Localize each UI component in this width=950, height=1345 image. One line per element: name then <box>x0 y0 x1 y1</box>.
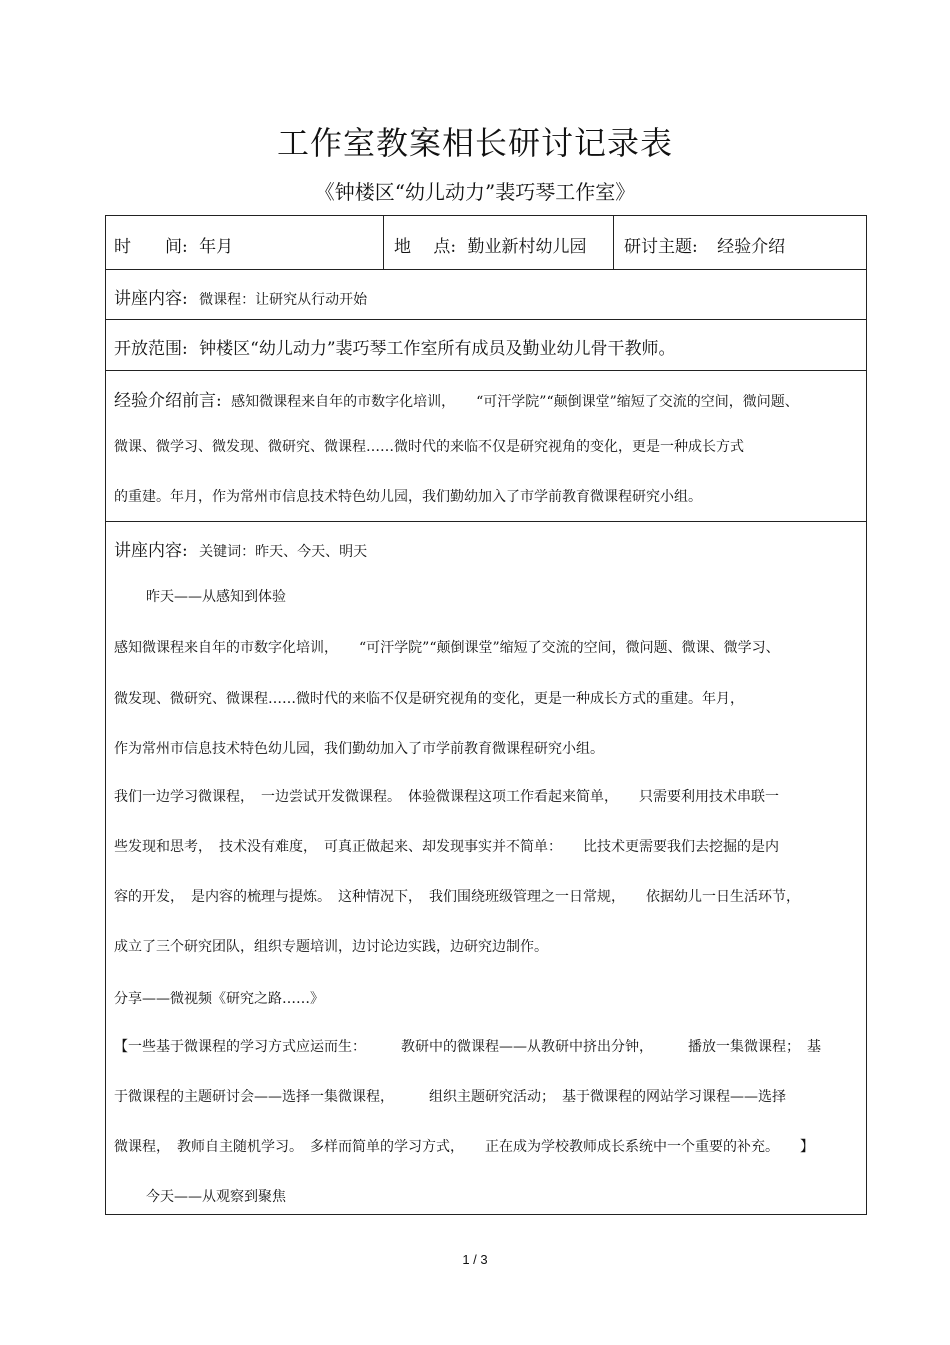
preface-line-1 <box>114 386 799 411</box>
paragraph-line: 微发现、微研究、微课程……微时代的来临不仅是研究视角的变化，更是一种成长方式的重建。年月， <box>114 691 744 707</box>
section-heading-yesterday: 昨天——从感知到体验 <box>146 589 286 605</box>
scope-label: 开放范围: <box>114 339 188 359</box>
time-label: 时 间: <box>114 237 188 257</box>
paragraph-line: 我们一边学习微课程， 一边尝试开发微课程。 体验微课程这项工作看起来简单， 只需要利用技术串联一 <box>114 789 779 805</box>
lecture-content-label: 讲座内容: <box>114 541 188 561</box>
paragraph-line: 感知微课程来自年的市数字化培训， “可汗学院”“颠倒课堂”缩短了交流的空间，微问题、微课、微学习、 <box>114 640 780 656</box>
time-cell <box>114 232 233 257</box>
scope-value: 钟楼区“幼儿动力”裴巧琴工作室所有成员及勤业幼儿骨干教师。 <box>199 339 676 359</box>
lecture-title-value: 微课程：让研究从行动开始 <box>199 292 368 308</box>
column-divider <box>383 216 384 269</box>
paragraph-line: 容的开发， 是内容的梳理与提炼。 这种情况下， 我们围绕班级管理之一日常规， 依据幼儿一日生活环节， <box>114 889 800 905</box>
record-table <box>105 215 867 1215</box>
page-title: 工作室教案相长研讨记录表 <box>276 124 673 162</box>
paragraph-line: 作为常州市信息技术特色幼儿园，我们勤幼加入了市学前教育微课程研究小组。 <box>114 741 604 757</box>
time-value: 年月 <box>199 237 234 257</box>
preface-label: 经验介绍前言: <box>114 391 222 411</box>
lecture-title-cell <box>114 284 367 309</box>
place-cell <box>394 232 587 257</box>
row-divider <box>106 319 866 320</box>
section-heading-today: 今天——从观察到聚焦 <box>146 1189 286 1205</box>
share-heading: 分享——微视频《研究之路……》 <box>114 991 324 1007</box>
preface-text-1: 感知微课程来自年的市数字化培训， “可汗学院”“颠倒课堂”缩短了交流的空间，微问题、 <box>231 394 799 410</box>
lecture-title-label: 讲座内容: <box>114 289 188 309</box>
page-number: 1 / 3 <box>462 1252 488 1267</box>
place-value: 勤业新村幼儿园 <box>467 237 587 257</box>
place-label: 地 点: <box>394 237 457 257</box>
paragraph-line: 成立了三个研究团队，组织专题培训，边讨论边实践，边研究边制作。 <box>114 939 548 955</box>
lecture-content-header <box>114 536 367 561</box>
preface-text-3: 的重建。年月，作为常州市信息技术特色幼儿园，我们勤幼加入了市学前教育微课程研究小组。 <box>114 489 702 505</box>
paragraph-line: 些发现和思考， 技术没有难度， 可真正做起来、却发现事实并不简单： 比技术更需要我们去挖掘的是内 <box>114 839 779 855</box>
preface-text-2: 微课、微学习、微发现、微研究、微课程……微时代的来临不仅是研究视角的变化，更是一种成长方式 <box>114 439 744 455</box>
row-divider <box>106 521 866 522</box>
paragraph-line: 于微课程的主题研讨会——选择一集微课程， 组织主题研究活动； 基于微课程的网站学习课程——选择 <box>114 1089 786 1105</box>
topic-value: 经验介绍 <box>717 237 786 257</box>
scope-cell <box>114 334 676 359</box>
topic-cell <box>624 232 785 257</box>
paragraph-line: 微课程， 教师自主随机学习。 多样而简单的学习方式， 正在成为学校教师成长系统中一个重要的补充。 】 <box>114 1139 814 1155</box>
keywords: 关键词：昨天、今天、明天 <box>199 544 368 560</box>
topic-label: 研讨主题: <box>624 237 698 257</box>
column-divider <box>613 216 614 269</box>
paragraph-line: 【一些基于微课程的学习方式应运而生： 教研中的微课程——从教研中挤出分钟， 播放一集微课程； 基 <box>114 1039 821 1055</box>
row-divider <box>106 269 866 270</box>
row-divider <box>106 370 866 371</box>
page-subtitle: 《钟楼区“幼儿动力”裴巧琴工作室》 <box>314 180 636 204</box>
